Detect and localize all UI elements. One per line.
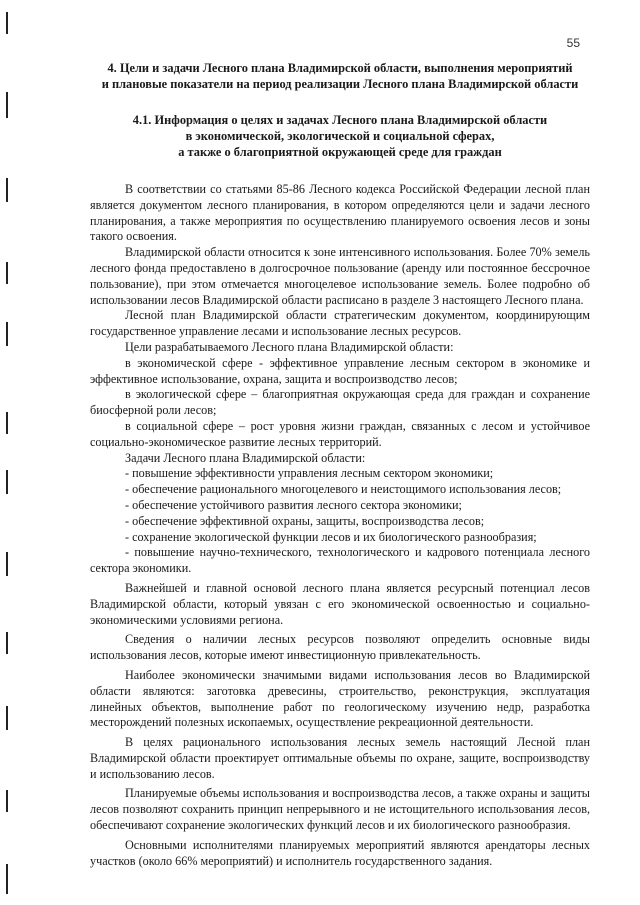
section-heading-line-2: и плановые показатели на период реализации Лесного плана Владимирской области	[101, 77, 579, 91]
page-number: 55	[566, 36, 580, 50]
subsection-heading-line-3: а также о благоприятной окружающей среде для граждан	[178, 145, 502, 159]
paragraph-intensive-zone: Владимирской области относится к зоне интенсивного использования. Более 70% земель лесного фонда предоставлено в долгосрочное пользование (аренду или постоянное бессрочное пользование), при этом отмечается многоцелевое использование земель. Более подробно об использовании лесов Владимирской области расписано в разделе 3 настоящего Лесного плана.	[90, 245, 590, 307]
paragraph-executors: Основными исполнителями планируемых мероприятий являются арендаторы лесных участков (около 66% мероприятий) и исполнитель государственного задания.	[90, 837, 590, 868]
task-item: - обеспечение эффективной охраны, защиты, воспроизводства лесов;	[125, 513, 485, 528]
goal-economic: в экономической сфере - эффективное управление лесным сектором в экономике и эффективное использование, охрана, защита и воспроизводство лесов;	[90, 355, 590, 386]
paragraph-rational-use: В целях рационального использования лесных земель настоящий Лесной план Владимирской области проектирует оптимальные объемы по охране, защите, воспроизводству и использованию лесов.	[90, 735, 590, 781]
section-heading-line-1: 4. Цели и задачи Лесного плана Владимирской области, выполнения мероприятий	[107, 61, 573, 75]
task-item: - обеспечение рационального многоцелевого и неистощимого использования лесов;	[125, 482, 562, 497]
task-item: - повышение эффективности управления лесным сектором экономики;	[125, 466, 494, 481]
goal-social: в социальной сфере – рост уровня жизни граждан, связанных с лесом и устойчивое социально-экономическое развитие лесных территорий.	[90, 418, 590, 449]
scan-binding-marks	[6, 0, 14, 905]
task-item: - сохранение экологической функции лесов и их биологического разнообразия;	[125, 529, 537, 544]
subsection-heading-line-1: 4.1. Информация о целях и задачах Лесного плана Владимирской области	[132, 113, 548, 127]
paragraph-resource-info: Сведения о наличии лесных ресурсов позволяют определить основные виды использования лесов, которые имеют инвестиционную привлекательность.	[90, 632, 590, 663]
paragraph-resource-potential: Важнейшей и главной основой лесного плана является ресурсный потенциал лесов Владимирской области, который увязан с его экономической освоенностью и социально-экономическими условиями региона.	[90, 580, 590, 627]
paragraph-planned-volumes: Планируемые объемы использования и воспроизводства лесов, а также охраны и защиты лесов позволяют сохранить принцип непрерывного и не истощительного использования лесов, обеспечивают сохранение экологических функций лесов и их биологического разнообразия.	[90, 786, 590, 833]
paragraph-tasks-intro: Задачи Лесного плана Владимирской области:	[125, 450, 366, 465]
paragraph-forest-code: В соответствии со статьями 85-86 Лесного кодекса Российской Федерации лесной план является документом лесного планирования, в котором определяются цели и задачи лесного планирования, а также мероприятия по осуществлению планируемого освоения лесов и зоны такого освоения.	[90, 182, 590, 244]
body-text	[90, 182, 590, 869]
goal-ecological: в экологической сфере – благоприятная окружающая среда для граждан и сохранение биосферной роли лесов;	[90, 387, 590, 418]
section-heading	[90, 60, 590, 92]
paragraph-significant-uses: Наиболее экономически значимыми видами использования лесов во Владимирской области являются: заготовка древесины, строительство, реконструкция, эксплуатация линейных объектов, выполнение работ по геологическому изучению недр, разработка месторождений полезных ископаемых, осуществление рекреационной деятельности.	[90, 667, 590, 730]
page-content	[90, 60, 590, 869]
subsection-heading-line-2: в экономической, экологической и социальной сферах,	[185, 129, 495, 143]
task-item: - повышение научно-технического, технологического и кадрового потенциала лесного сектора экономики.	[90, 545, 590, 576]
task-item: - обеспечение устойчивого развития лесного сектора экономики;	[125, 497, 462, 512]
paragraph-goals-intro: Цели разрабатываемого Лесного плана Владимирской области:	[125, 339, 454, 354]
paragraph-strategic-document: Лесной план Владимирской области стратегическим документом, координирующим государственное управление лесами и использование лесных ресурсов.	[90, 308, 590, 339]
subsection-heading	[90, 112, 590, 160]
